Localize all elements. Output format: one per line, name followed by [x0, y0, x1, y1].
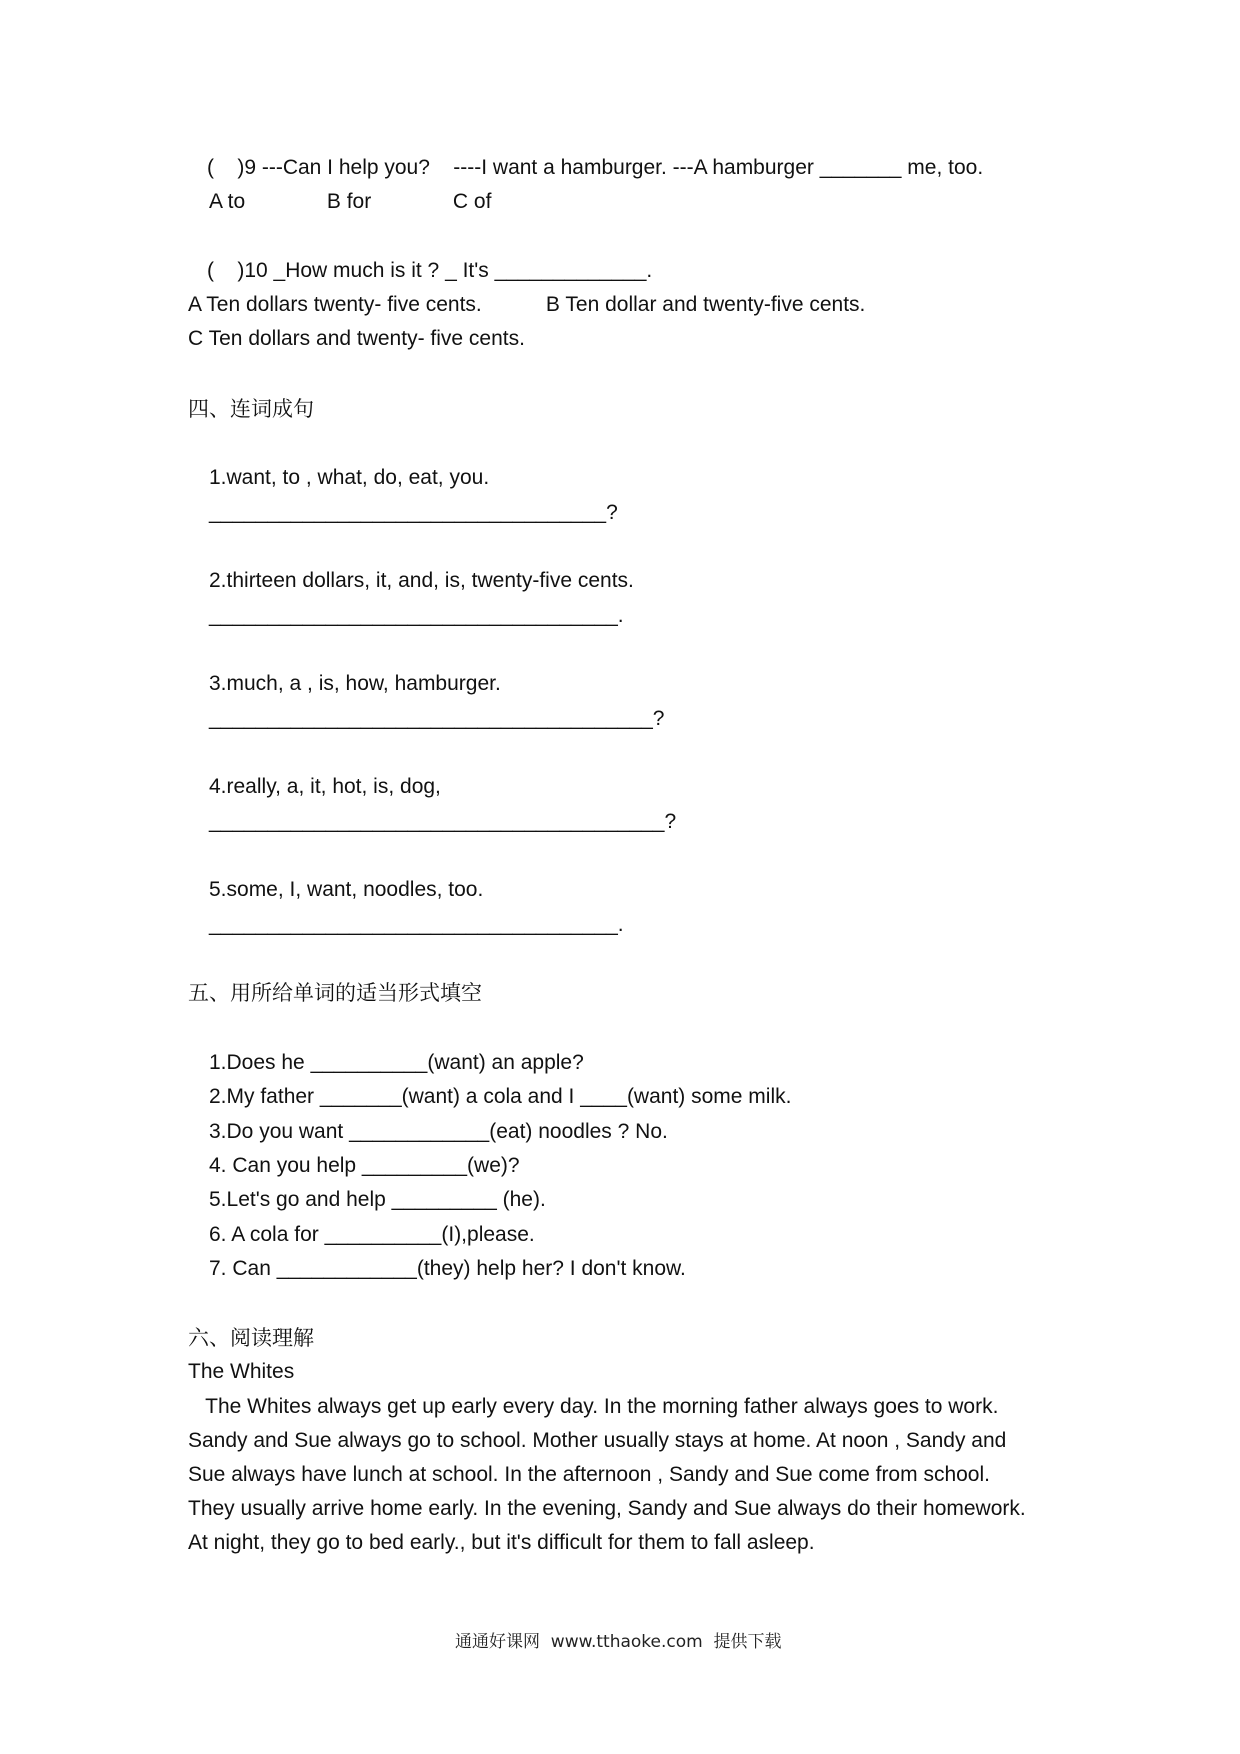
reading-paragraph-line-4: They usually arrive home early. In the evening, Sandy and Sue always do their homework.	[188, 1497, 1026, 1520]
question-9-stem: ( )9 ---Can I help you? ----I want a hamburger. ---A hamburger _______ me, too.	[207, 156, 984, 179]
part-5-item-7: 7. Can ____________(they) help her? I don't know.	[209, 1257, 686, 1280]
question-10-stem: ( )10 _How much is it ? _ It's _____________.	[207, 259, 653, 282]
question-10-options-ab: A Ten dollars twenty- five cents. B Ten dollar and twenty-five cents.	[188, 293, 866, 316]
part-4-item-3-prompt: 3.much, a , is, how, hamburger.	[209, 672, 501, 695]
footer-watermark: 通通好课网 www.tthaoke.com 提供下载	[455, 1632, 782, 1652]
part-4-item-2-answer-line: ___________________________________.	[209, 604, 624, 627]
part-4-item-3-answer-line: ______________________________________?	[209, 707, 665, 730]
reading-title: The Whites	[188, 1360, 295, 1383]
part-5-item-5: 5.Let's go and help _________ (he).	[209, 1188, 546, 1211]
part-6-heading: 六、阅读理解	[188, 1326, 314, 1350]
reading-paragraph-line-5: At night, they go to bed early., but it's difficult for them to fall asleep.	[188, 1531, 815, 1554]
part-5-item-3: 3.Do you want ____________(eat) noodles ? No.	[209, 1120, 668, 1143]
part-4-item-5-prompt: 5.some, I, want, noodles, too.	[209, 878, 484, 901]
question-9-options: A to B for C of	[209, 190, 492, 213]
part-4-item-5-answer-line: ___________________________________.	[209, 913, 624, 936]
part-4-item-1-answer-line: __________________________________?	[209, 501, 618, 524]
part-5-item-6: 6. A cola for __________(I),please.	[209, 1223, 535, 1246]
part-4-item-2-prompt: 2.thirteen dollars, it, and, is, twenty-five cents.	[209, 569, 634, 592]
part-5-item-1: 1.Does he __________(want) an apple?	[209, 1051, 584, 1074]
reading-paragraph-line-2: Sandy and Sue always go to school. Mother usually stays at home. At noon , Sandy and	[188, 1429, 1007, 1452]
reading-paragraph-line-1: The Whites always get up early every day. In the morning father always goes to work.	[188, 1395, 999, 1418]
part-5-item-2: 2.My father _______(want) a cola and I ____(want) some milk.	[209, 1085, 792, 1108]
part-4-item-4-answer-line: _______________________________________?	[209, 810, 677, 833]
part-5-heading: 五、用所给单词的适当形式填空	[188, 981, 482, 1005]
reading-paragraph-line-3: Sue always have lunch at school. In the afternoon , Sandy and Sue come from school.	[188, 1463, 990, 1486]
part-5-item-4: 4. Can you help _________(we)?	[209, 1154, 520, 1177]
part-4-heading: 四、连词成句	[188, 397, 314, 421]
part-4-item-4-prompt: 4.really, a, it, hot, is, dog,	[209, 775, 441, 798]
question-10-option-c: C Ten dollars and twenty- five cents.	[188, 327, 525, 350]
part-4-item-1-prompt: 1.want, to , what, do, eat, you.	[209, 466, 490, 489]
